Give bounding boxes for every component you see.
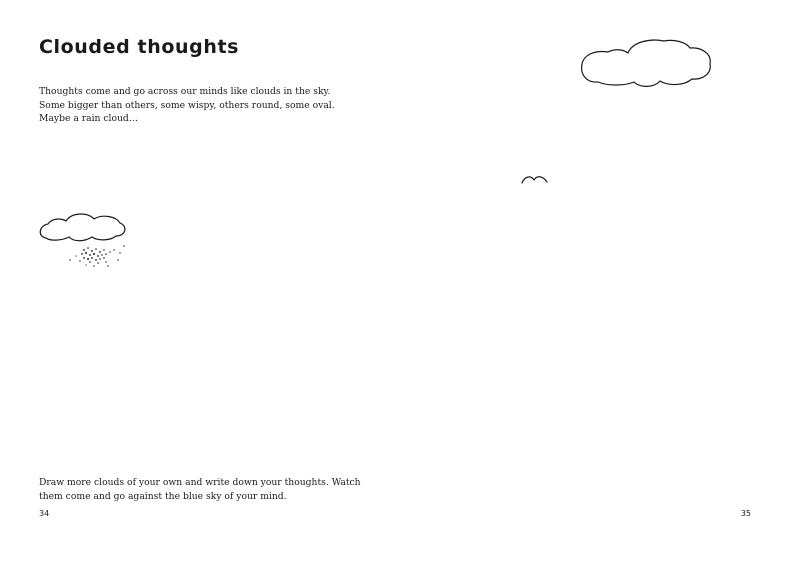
left-page xyxy=(0,0,402,561)
page-number-right: 35 xyxy=(740,509,751,518)
intro-text: Thoughts come and go across our minds like clouds in the sky. Some bigger than others, some wispy, others round, some oval. Maybe a rain cloud… xyxy=(39,86,335,124)
bird-icon xyxy=(520,172,550,186)
right-page xyxy=(402,0,805,561)
cloud-icon xyxy=(578,36,714,94)
rain-cloud-icon xyxy=(36,210,131,272)
page-title: Clouded thoughts xyxy=(39,36,240,58)
drawing-prompt: Draw more clouds of your own and write down your thoughts. Watch them come and go against the blue sky of your mind. xyxy=(39,477,361,502)
page-number-left: 34 xyxy=(39,509,50,518)
